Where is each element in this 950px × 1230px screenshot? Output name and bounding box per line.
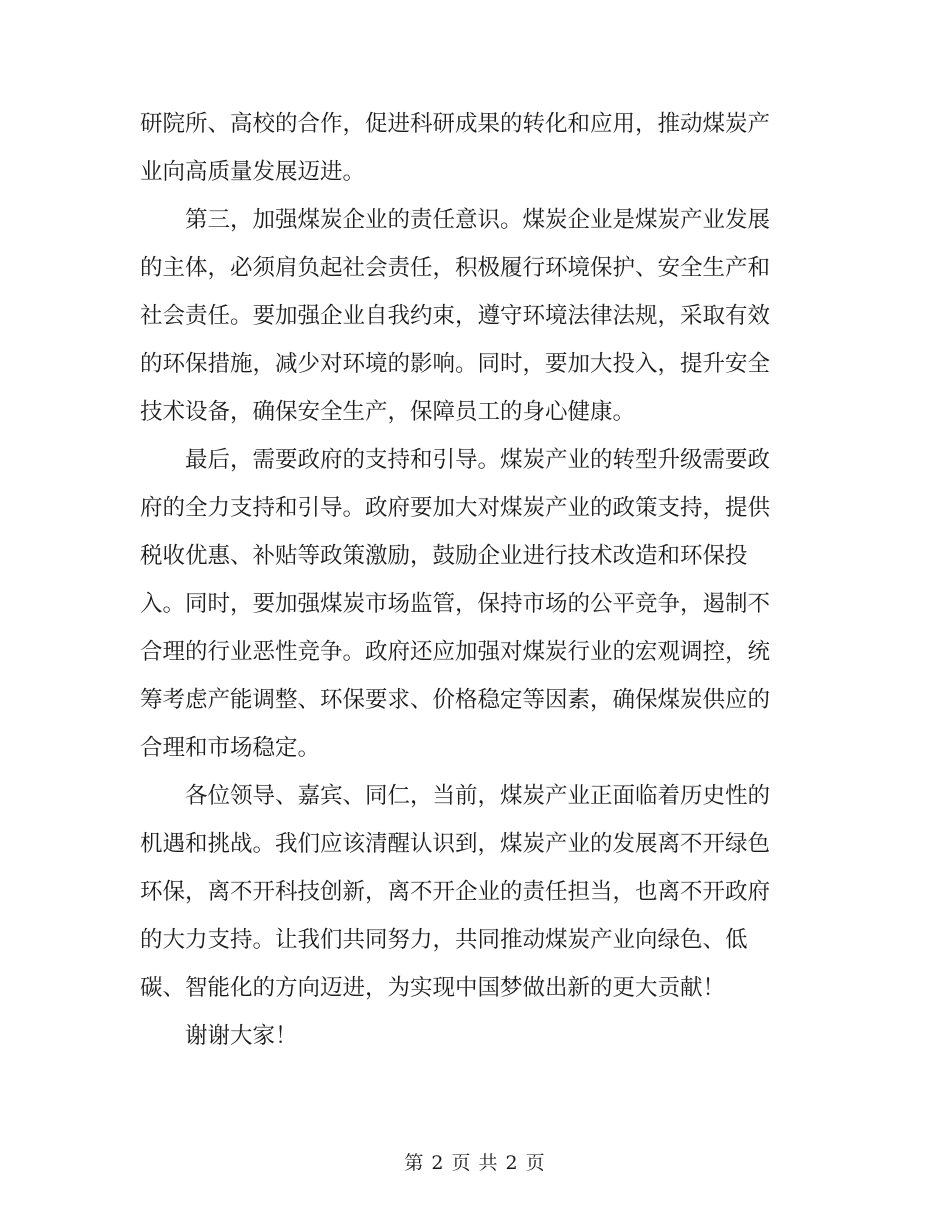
text-line: 筹考虑产能调整、环保要求、价格稳定等因素，确保煤炭供应的 [140,687,771,713]
text-line: 合理和市场稳定。 [140,735,321,761]
text-line: 环保，离不开科技创新，离不开企业的责任担当，也离不开政府 [140,879,771,905]
text-line: 的环保措施，减少对环境的影响。同时，要加大投入，提升安全 [140,351,771,377]
text-line: 入。同时，要加强煤炭市场监管，保持市场的公平竞争，遏制不 [140,591,771,617]
text-line: 的主体，必须肩负起社会责任，积极履行环境保护、安全生产和 [140,255,771,281]
text-line: 税收优惠、补贴等政策激励，鼓励企业进行技术改造和环保投 [140,543,748,569]
text-line: 社会责任。要加强企业自我约束，遵守环境法律法规，采取有效 [140,303,771,329]
paragraph-first-line: 最后，需要政府的支持和引导。煤炭产业的转型升级需要政 [185,447,771,473]
text-line: 机遇和挑战。我们应该清醒认识到，煤炭产业的发展离不开绿色 [140,831,771,857]
page-footer [0,1148,950,1175]
paragraph-first-line: 第三，加强煤炭企业的责任意识。煤炭企业是煤炭产业发展 [185,207,771,233]
text-line: 研院所、高校的合作，促进科研成果的转化和应用，推动煤炭产 [140,111,771,137]
text-line: 碳、智能化的方向迈进，为实现中国梦做出新的更大贡献！ [140,975,726,1001]
text-line: 技术设备，确保安全生产，保障员工的身心健康。 [140,399,636,425]
text-line: 业向高质量发展迈进。 [140,159,366,185]
text-line: 的大力支持。让我们共同努力，共同推动煤炭产业向绿色、低 [140,927,748,953]
text-line: 合理的行业恶性竞争。政府还应加强对煤炭行业的宏观调控，统 [140,639,771,665]
paragraph-first-line: 各位领导、嘉宾、同仁，当前，煤炭产业正面临着历史性的 [185,783,771,809]
page-number-label: 第 2 页 共 2 页 [404,1152,546,1174]
closing-line: 谢谢大家！ [185,1023,298,1049]
text-line: 府的全力支持和引导。政府要加大对煤炭产业的政策支持，提供 [140,495,771,521]
document-body [140,100,800,1060]
